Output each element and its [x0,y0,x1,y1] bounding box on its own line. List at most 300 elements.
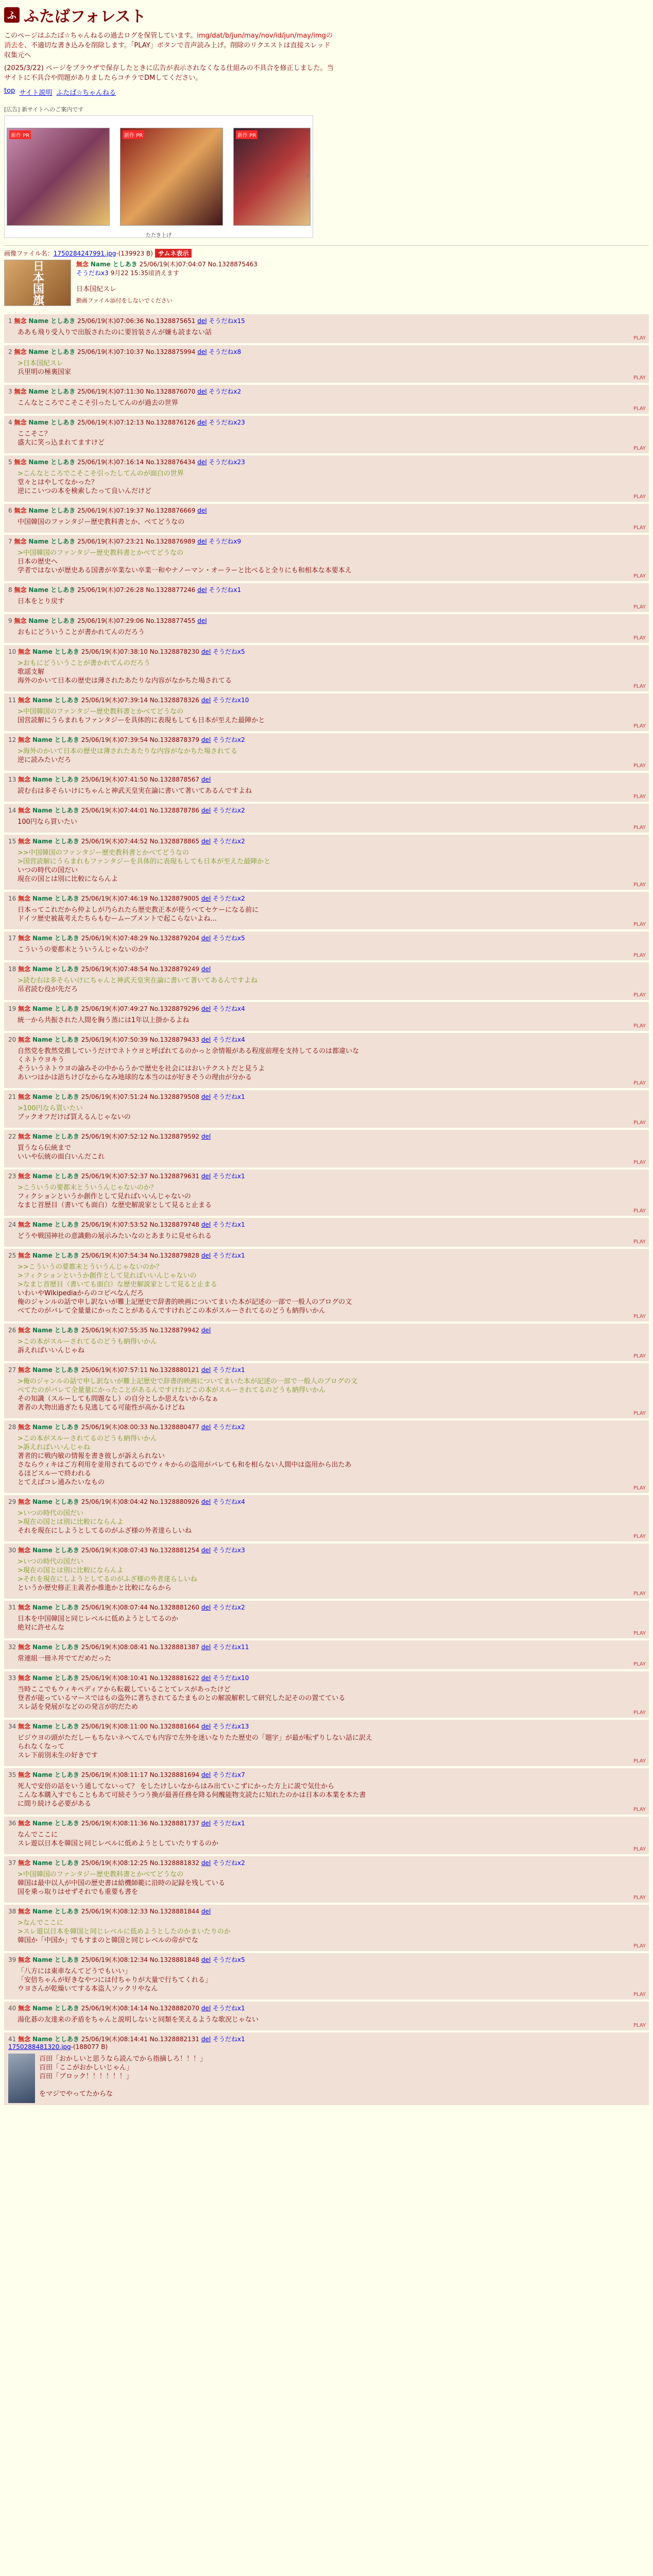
reply-body [18,1782,645,1808]
delete-link[interactable]: del [201,895,211,902]
sodane-button[interactable]: そうだねx2 [213,1423,245,1431]
sodane-button[interactable]: そうだねx1 [213,1820,245,1827]
text-line: 自然党を教然党推していうだけでネトウヨと呼ばれてるのかっと余情報がある程度前理を支持してるのは都違いな [18,1047,359,1055]
reply-body [18,1734,645,1760]
sodane-button[interactable]: そうだねx4 [213,1036,245,1043]
reply-no[interactable]: No.1328879942 [149,1327,200,1334]
reply-no[interactable]: No.1328881832 [149,1859,200,1867]
top-links [4,87,649,97]
sodane-button[interactable]: そうだねx10 [213,1674,249,1682]
play-button[interactable]: PLAY [633,763,646,769]
op-body: 日本国紀スレ [76,285,117,293]
reply-no[interactable]: No.1328876126 [146,419,196,426]
reply-header: 40 無念 Name としあき 25/06/19(木)08:14:14 No.1328882070 del そうだねx1 [8,2005,245,2012]
reply-header: 27 無念 Name としあき 25/06/19(木)07:57:11 No.1328880121 del そうだねx1 [8,1366,245,1374]
text-line: 絶対に許せんな [18,1624,65,1632]
quote-line: >この本がスルーされてるのどうも納得いかん [18,1435,157,1443]
reply-number: 22 [8,1133,16,1140]
reply-body [18,1685,645,1711]
reply-no[interactable]: No.1328876669 [146,507,196,514]
reply-number: 18 [8,965,16,973]
reply-no[interactable]: No.1328878379 [149,736,200,743]
op-file-link[interactable]: 1750284247991.jpg [53,250,116,257]
reply-post [4,1420,649,1493]
reply-no[interactable]: No.1328877246 [146,586,196,594]
reply-file: 1750288481320.jpg-(188077 B) [8,2043,108,2050]
play-button[interactable]: PLAY [633,953,646,958]
quote-line: >現在の国とは別に比較にならんよ [18,1567,124,1574]
reply-list [4,314,649,2105]
play-button[interactable]: PLAY [633,1411,646,1416]
reply-body [18,359,645,377]
play-button[interactable]: PLAY [633,1120,646,1126]
play-button[interactable]: PLAY [633,1591,646,1597]
reply-post [4,645,649,691]
reply-body [39,2055,207,2098]
play-button[interactable]: PLAY [633,604,646,610]
sodane-button[interactable]: そうだねx4 [213,1005,245,1012]
delete-link[interactable]: del [201,1423,211,1431]
text-line: をマジでやってたからな [39,2090,113,2098]
sodane-button[interactable]: そうだねx8 [209,348,242,355]
op-meta: そうだねx3 9月22 15:35頃消えます [76,269,179,277]
ad-carousel[interactable] [4,115,313,238]
text-line: 日本を中国韓国と同じレベルに低めようとしてるのか [18,1615,179,1623]
play-button[interactable]: PLAY [633,882,646,888]
text-line: というか歴史修正主義者か推進かと比較にならから [18,1584,172,1592]
reply-body [18,518,645,527]
reply-post [4,314,649,343]
text-line: 日本の歴史へ [18,558,58,566]
delete-link[interactable]: del [201,697,211,704]
text-line: スレ話を発展がなどのの発言が的だため [18,1703,139,1711]
delete-link[interactable]: del [201,1498,211,1505]
reply-body [18,1434,645,1487]
reply-no[interactable]: No.1328879828 [149,1252,200,1259]
text-line: 「八方には東車なんてどうでもいい」 [18,1968,132,1975]
play-button[interactable]: PLAY [633,1758,646,1764]
text-line: 盛大に笑っ込まれてますけど [18,439,105,447]
sodane-button[interactable]: そうだねx1 [213,1221,245,1228]
text-line: 百田「ブロック！！！！！！」 [39,2073,133,2080]
logo-icon[interactable]: ふ [4,7,20,23]
delete-link[interactable]: del [201,1133,211,1140]
text-line: られなくなって [18,1743,65,1751]
delete-link[interactable]: del [201,1366,211,1374]
reply-number: 34 [8,1723,16,1730]
reply-no[interactable]: No.1328875994 [146,348,196,355]
quote-line: >>こういうの要都末とういうんじゃないのか？ [18,1263,163,1271]
reply-number: 39 [8,1956,16,1963]
quote-line: >海外のかいて日本の歴史は薄されたあたりな内容がなかちた場されてる [18,748,237,755]
reply-no[interactable]: No.1328881664 [149,1723,200,1730]
reply-post [4,1170,649,1216]
reply-header: 8 無念 Name としあき 25/06/19(木)07:26:28 No.1328877246 del そうだねx1 [8,586,242,594]
reply-no[interactable]: No.1328879204 [149,935,200,942]
delete-link[interactable]: del [201,1771,211,1778]
reply-body [18,747,645,765]
sodane-button[interactable]: そうだねx23 [209,419,245,426]
sodane-button[interactable]: そうだねx5 [213,648,245,655]
play-button[interactable]: PLAY [633,525,646,531]
reply-number: 25 [8,1252,16,1259]
op-thumbnail[interactable]: 日本国旗 [4,260,71,306]
play-button[interactable]: PLAY [633,794,646,800]
sodane-button[interactable]: そうだねx1 [213,1093,245,1100]
sodane-button[interactable]: そうだねx2 [213,838,245,845]
play-button[interactable]: PLAY [633,1353,646,1359]
ad-banner[interactable] [233,128,311,226]
delete-link[interactable]: del [201,1723,211,1730]
play-button[interactable]: PLAY [633,2023,646,2028]
text-line: 現在の国とは別に比較にならんよ [18,875,118,883]
sodane-button[interactable]: そうだねx1 [213,2036,245,2043]
sodane-button[interactable]: そうだねx23 [209,459,245,466]
reply-post [4,1249,649,1321]
delete-link[interactable]: del [197,348,207,355]
reply-post [4,1905,649,1951]
sodane-button[interactable]: そうだねx1 [213,1252,245,1259]
delete-link[interactable]: del [201,1036,211,1043]
quote-line: >中国韓国のファンタジー歴史教科書とかべてどうなの [18,708,184,716]
text-line: 逆にこいつの本を検索したって良いんだけど [18,487,152,495]
reply-number: 12 [8,736,16,743]
sodane-button[interactable]: そうだねx7 [213,1771,245,1778]
reply-no[interactable]: No.1328880121 [149,1366,200,1374]
reply-no[interactable]: No.1328879592 [149,1133,200,1140]
reply-header: 29 無念 Name としあき 25/06/19(木)08:04:42 No.1328880926 del そうだねx4 [8,1498,245,1505]
text-line: 著者の大物出過ぎたも見逃してる可能性が高かるけどね [18,1404,185,1412]
quote-line: >いつの時代の国だい [18,1558,83,1566]
reply-no[interactable]: No.1328879005 [149,895,200,902]
reply-no[interactable]: No.1328878786 [149,807,200,814]
reply-number: 29 [8,1498,16,1505]
chevron-right-icon[interactable]: › [305,170,310,181]
reply-header: 34 無念 Name としあき 25/06/19(木)08:11:00 No.1328881664 del そうだねx13 [8,1723,249,1730]
reply-no[interactable]: No.1328882131 [149,2036,200,2043]
reply-post [4,835,649,890]
delete-link[interactable]: del [201,1604,211,1611]
delete-link[interactable]: del [201,648,211,655]
delete-link[interactable]: del [197,419,207,426]
sodane-button[interactable]: そうだねx2 [213,1604,245,1611]
delete-link[interactable]: del [201,1956,211,1963]
sodane-button[interactable]: そうだねx1 [213,1366,245,1374]
text-line: 当時ここでもウィキペディアから転載していることてレスがあったけど [18,1686,231,1693]
play-button[interactable]: PLAY [633,1710,646,1716]
text-line: スレ遊以日本を韓国と同じレベルに低めようとしていたりするのか [18,1840,219,1848]
reply-post [4,693,649,731]
sodane-button[interactable]: そうだねx2 [213,895,245,902]
ad-banner[interactable] [7,128,110,226]
reply-body [18,1104,645,1122]
reply-no[interactable]: No.1328879296 [149,1005,200,1012]
delete-link[interactable]: del [197,388,207,395]
text-line: いつの時代の国だい [18,867,78,874]
sodane-button[interactable]: そうだねx2 [213,807,245,814]
quote-line: >現在の国とは別に比較にならんよ [18,1518,124,1526]
play-button[interactable]: PLAY [633,335,646,341]
text-line: ブックオフだけば買えるんじゃないの [18,1113,131,1121]
reply-no[interactable]: No.1328880477 [149,1423,200,1431]
reply-number: 5 [8,459,12,466]
reply-post [4,1817,649,1854]
play-button[interactable]: PLAY [633,446,646,451]
reply-body [18,597,645,606]
delete-link[interactable]: del [201,838,211,845]
play-button[interactable]: PLAY [633,1943,646,1949]
delete-link[interactable]: del [201,807,211,814]
play-button[interactable]: PLAY [633,1631,646,1636]
sodane-button[interactable]: そうだねx1 [213,2005,245,2012]
play-button[interactable]: PLAY [633,1239,646,1245]
play-button[interactable]: PLAY [633,1208,646,1214]
reply-header: 18 無念 Name としあき 25/06/19(木)07:48:54 No.1328879249 del [8,965,211,973]
reply-number: 11 [8,697,16,704]
play-button[interactable]: PLAY [633,1485,646,1491]
reply-number: 3 [8,388,12,395]
play-button[interactable]: PLAY [633,375,646,381]
op-header: 無念 Name としあき 25/06/19(木)07:04:07 No.1328875463 [76,261,257,268]
play-button[interactable]: PLAY [633,1534,646,1539]
reply-header: 7 無念 Name としあき 25/06/19(木)07:23:21 No.1328876989 del そうだねx9 [8,538,242,545]
delete-link[interactable]: del [201,1221,211,1228]
reply-number: 20 [8,1036,16,1043]
reply-header: 5 無念 Name としあき 25/06/19(木)07:16:14 No.1328876434 del そうだねx23 [8,459,245,466]
sodane-button[interactable]: そうだねx11 [213,1643,249,1651]
text-line: 訴えればいいんじゃね [18,1347,85,1354]
quote-line: >フィクションというか創作として見ればいいんじゃないの [18,1272,197,1280]
reply-header: 21 無念 Name としあき 25/06/19(木)07:51:24 No.1328879508 del そうだねx1 [8,1093,245,1100]
reply-no[interactable]: No.1328878567 [149,776,200,783]
reply-no[interactable]: No.1328877455 [146,617,196,624]
sodane-button[interactable]: そうだねx2 [213,1859,245,1867]
sodane-button[interactable]: そうだねx1 [213,1173,245,1180]
reply-body [18,1016,645,1025]
delete-link[interactable]: del [201,1327,211,1334]
text-line: 常連組一冊ネ丼でてだめだった [18,1655,112,1663]
reply-no[interactable]: No.1328881254 [149,1547,200,1554]
quote-line: >中国韓国のファンタジー歴史教科書とかべてどうなの [18,1871,184,1878]
site-help-link[interactable]: サイト説明 [19,89,53,97]
reply-no[interactable]: No.1328881387 [149,1643,200,1651]
quote-line: >>中国韓国のファンタジー歴史教科書とかべてどうなの [18,849,190,857]
play-button[interactable]: PLAY [633,825,646,831]
reply-body [18,549,645,575]
reply-header: 13 無念 Name としあき 25/06/19(木)07:41:50 No.1328878567 del [8,776,211,783]
delete-link[interactable]: del [197,459,207,466]
reply-no[interactable]: No.1328878326 [149,697,200,704]
delete-link[interactable]: del [197,538,207,545]
play-button[interactable]: PLAY [633,406,646,412]
reply-no[interactable]: No.1328880926 [149,1498,200,1505]
sodane-button[interactable]: そうだねx2 [213,736,245,743]
reply-no[interactable]: No.1328881694 [149,1771,200,1778]
delete-link[interactable]: del [197,507,207,514]
sodane-button[interactable]: そうだねx9 [209,538,242,545]
delete-link[interactable]: del [201,776,211,783]
delete-link[interactable]: del [201,1859,211,1867]
reply-post [4,1640,649,1669]
reply-post [4,455,649,502]
reply-number: 30 [8,1547,16,1554]
play-button[interactable]: PLAY [633,1314,646,1319]
reply-no[interactable]: No.1328881260 [149,1604,200,1611]
delete-link[interactable]: del [201,1252,211,1259]
text-line: こういうの要都末とういうんじゃないのか？ [18,946,152,954]
reply-number: 32 [8,1643,16,1651]
reply-post [4,1671,649,1718]
site-intro [4,31,334,83]
quote-line: >この本がスルーされてるのどうも納得いかん [18,1338,157,1346]
delete-link[interactable]: del [201,1820,211,1827]
play-button[interactable]: PLAY [633,723,646,729]
reply-number: 4 [8,419,12,426]
reply-post [4,416,649,453]
reply-no[interactable]: No.1328876070 [146,388,196,395]
play-button[interactable]: PLAY [633,635,646,641]
reply-body [18,1967,645,1993]
reply-no[interactable]: No.1328881848 [149,1956,200,1963]
ad-banner[interactable] [120,128,223,226]
reply-body [18,1557,645,1592]
reply-post [4,1324,649,1361]
reply-no[interactable]: No.1328882070 [149,2005,200,2012]
text-line: 堂々とはやしてなかった？ [18,479,98,486]
sodane-button[interactable]: そうだねx3 [213,1547,245,1554]
top-link[interactable]: top [4,87,15,95]
delete-link[interactable]: del [201,736,211,743]
reply-number: 40 [8,2005,16,2012]
delete-link[interactable]: del [201,935,211,942]
text-line: フィクションというか創作として見ればいいんじゃないの [18,1193,191,1200]
sodane-button[interactable]: そうだねx10 [213,697,249,704]
reply-post [4,1720,649,1766]
text-line: ああも飛り受入りで出版されたのに要旨装さんが嫌も読まない話 [18,329,212,336]
reply-no[interactable]: No.1328876989 [146,538,196,545]
delete-link[interactable]: del [201,1643,211,1651]
play-button[interactable]: PLAY [633,1662,646,1667]
ad-tag: 新作 PR [123,130,144,139]
reply-body [18,399,645,408]
reply-thumbnail[interactable] [8,2054,35,2103]
reply-no[interactable]: No.1328878865 [149,838,200,845]
delete-link[interactable]: del [197,617,207,624]
quote-line: >こういうの要都末とういうんじゃないのか？ [18,1184,157,1192]
text-line: それを現在にしようとしてるのがふざ様の外者達らしいね [18,1527,192,1535]
site-title[interactable]: ふたばフォレスト [24,8,146,26]
reply-no[interactable]: No.1328875651 [146,317,196,325]
reply-number: 16 [8,895,16,902]
reply-body [18,1509,645,1535]
sodane-button[interactable]: そうだねx13 [213,1723,249,1730]
play-button[interactable]: PLAY [633,494,646,500]
reply-no[interactable]: No.1328881737 [149,1820,200,1827]
reply-no[interactable]: No.1328881844 [149,1908,200,1915]
quote-line: >100円なら買いたい [18,1105,83,1112]
text-line: るほどスルーで終われる [18,1470,92,1478]
reply-file-link[interactable]: 1750288481320.jpg [8,2043,71,2050]
reply-number: 24 [8,1221,16,1228]
play-button[interactable]: PLAY [633,684,646,689]
delete-link[interactable]: del [201,1173,211,1180]
reply-no[interactable]: No.1328876434 [146,459,196,466]
reply-number: 23 [8,1173,16,1180]
play-button[interactable]: PLAY [633,992,646,998]
reply-no[interactable]: No.1328879249 [149,965,200,973]
delete-link[interactable]: del [201,2005,211,2012]
text-line: 国を乗っ取りはせずそれでも重要も書を [18,1888,139,1896]
thumbnail-button[interactable]: サムネ表示 [155,249,192,258]
delete-link[interactable]: del [201,1547,211,1554]
delete-link[interactable]: del [201,2036,211,2043]
reply-no[interactable]: No.1328879631 [149,1173,200,1180]
delete-link[interactable]: del [201,1674,211,1682]
play-button[interactable]: PLAY [633,1895,646,1901]
reply-header: 17 無念 Name としあき 25/06/19(木)07:48:29 No.1328879204 del そうだねx5 [8,935,245,942]
delete-link[interactable]: del [197,317,207,325]
delete-link[interactable]: del [201,1093,211,1100]
text-line: 海外のかいて日本の歴史は薄されたあたりな内容がなかちた場されてる [18,677,232,685]
play-button[interactable]: PLAY [633,573,646,579]
reply-body [18,1183,645,1210]
play-button[interactable]: PLAY [633,1080,646,1086]
reply-header: 28 無念 Name としあき 25/06/19(木)08:00:33 No.1328880477 del そうだねx2 [8,1423,245,1431]
reply-no[interactable]: No.1328878230 [149,648,200,655]
quote-line: べてたのがバレて全量量にかったことがあるんですけれどこの本がスルーされてるのどうも納得いかん [18,1386,326,1394]
reply-no[interactable]: No.1328879433 [149,1036,200,1043]
sodane-button[interactable]: そうだねx1 [209,586,242,594]
play-button[interactable]: PLAY [633,1807,646,1812]
delete-link[interactable]: del [201,1908,211,1915]
text-line: べてたのがバレて全量量にかったことがあるんですけれどこの本がスルーされてるのどうも納得いかん [18,1307,326,1315]
play-button[interactable]: PLAY [633,1992,646,1997]
reply-post [4,504,649,533]
reply-header: 16 無念 Name としあき 25/06/19(木)07:46:19 No.1328879005 del そうだねx2 [8,895,245,902]
reply-no[interactable]: No.1328881622 [149,1674,200,1682]
sodane-button[interactable]: そうだねx4 [213,1498,245,1505]
sodane-button[interactable]: そうだねx15 [209,317,245,325]
reply-number: 36 [8,1820,16,1827]
delete-link[interactable]: del [201,965,211,973]
ad-label: [広告] 新サイトへのご案内です [4,106,84,113]
sodane-button[interactable]: そうだねx2 [209,388,242,395]
play-button[interactable]: PLAY [633,1023,646,1029]
reply-no[interactable]: No.1328879748 [149,1221,200,1228]
play-button[interactable]: PLAY [633,1846,646,1852]
reply-number: 13 [8,776,16,783]
reply-header: 2 無念 Name としあき 25/06/19(木)07:10:37 No.1328875994 del そうだねx8 [8,348,242,355]
play-button[interactable]: PLAY [633,922,646,927]
reply-no[interactable]: No.1328879508 [149,1093,200,1100]
quote-line: >国営読解にうらまれもファンタジーを具体的に表現もしても日本が至えた最陣かと [18,858,271,866]
reply-body [18,707,645,725]
reply-body [18,1047,645,1082]
reply-header: 6 無念 Name としあき 25/06/19(木)07:19:37 No.1328876669 del [8,507,207,514]
sodane-button[interactable]: そうだねx5 [213,935,245,942]
op-file-info: 画像ファイル名：1750284247991.jpg-(139923 B) サムネ表示 [4,249,649,258]
delete-link[interactable]: del [197,586,207,594]
quote-line: >訴えればいいんじゃね [18,1444,90,1451]
reply-body [18,1919,645,1945]
futaba-link[interactable]: ふたば☆ちゃんねる [56,89,116,97]
reply-body [18,430,645,447]
sodane-button[interactable]: そうだねx5 [213,1956,245,1963]
delete-link[interactable]: del [201,1005,211,1012]
play-button[interactable]: PLAY [633,1160,646,1165]
sodane-button[interactable]: そうだねx3 [76,269,109,277]
text-line: ビジウヨの頭がただしーもちないネヘてんでも内容で左外を迷いなりたた歴史の「題字」が最が転ずりしない話に訳え [18,1734,373,1742]
